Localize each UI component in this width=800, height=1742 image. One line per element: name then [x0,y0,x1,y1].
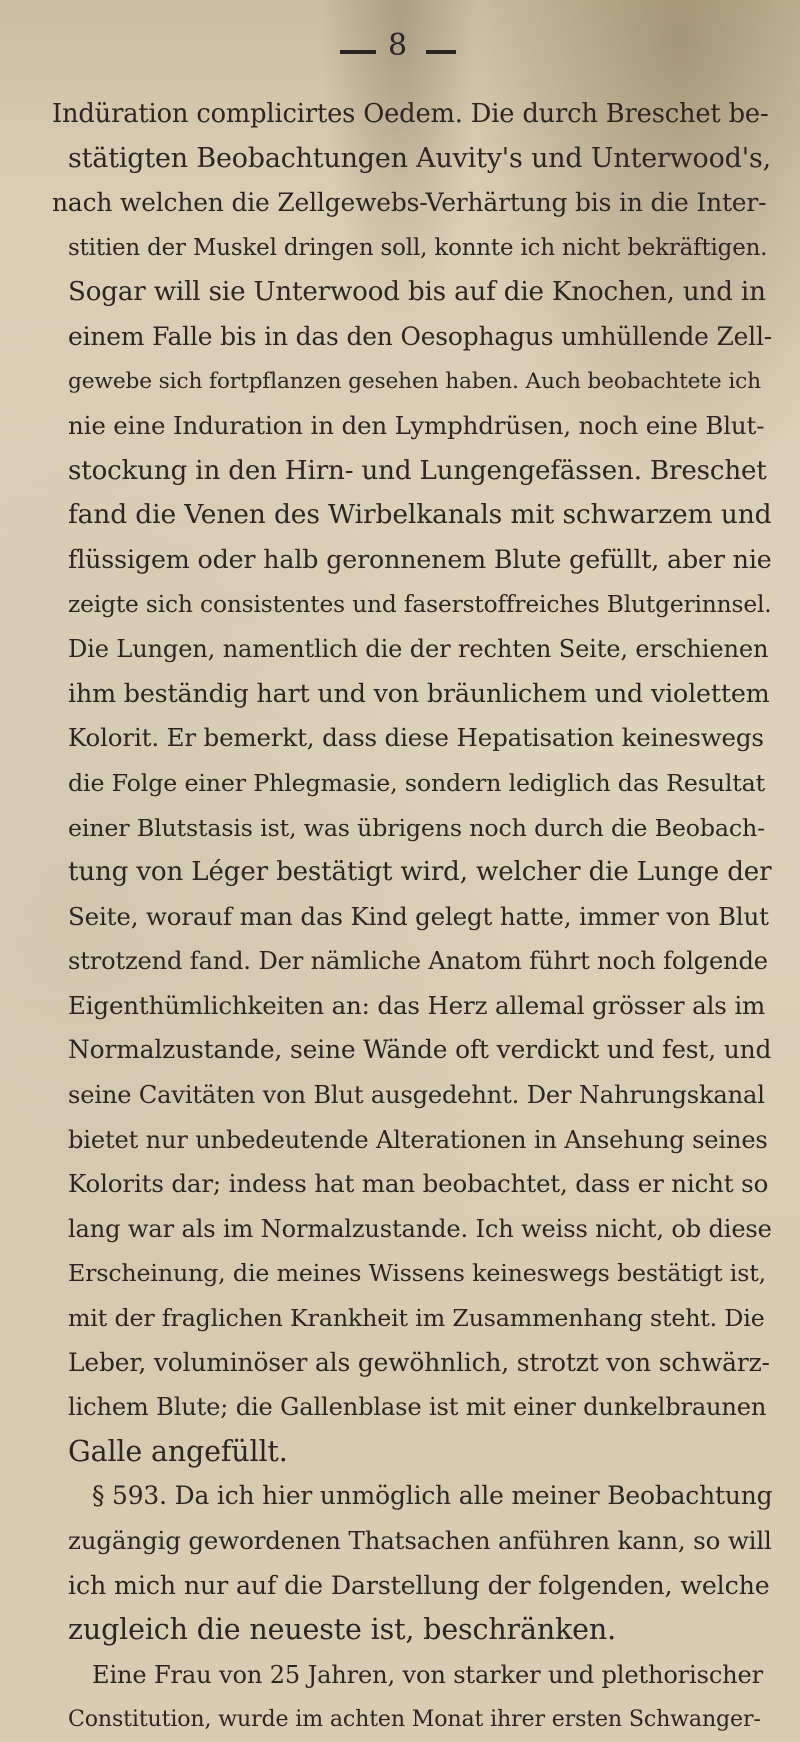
text-line: strotzend fand. Der nämliche Anatom führt noch folgende [68,947,768,976]
body-text [52,92,772,1742]
text-line: mit der fraglichen Krankheit im Zusammenhang steht. Die [68,1304,765,1333]
text-line: fand die Venen des Wirbelkanals mit schwarzem und [68,499,772,531]
text-line: Galle angefüllt. [68,1434,288,1468]
paragraph-start: Eine Frau von 25 Jahren, von starker und plethorischer [92,1660,764,1689]
text-line: die Folge einer Phlegmasie, sondern lediglich das Resultat [68,768,765,797]
text-line: nach welchen die Zellgewebs-Verhärtung bis in die Inter- [52,188,767,218]
text-line: ich mich nur auf die Darstellung der folgenden, welche [68,1570,770,1600]
text-line: flüssigem oder halb geronnenem Blute gefüllt, aber nie [68,544,772,574]
text-line: tung von Léger bestätigt wird, welcher die Lunge der [68,857,772,888]
text-line: gewebe sich fortpflanzen gesehen haben. Auch beobachtete ich [68,368,761,394]
text-line: Indüration complicirtes Oedem. Die durch Breschet be- [52,99,769,129]
text-line: Kolorits dar; indess hat man beobachtet, dass er nicht so [68,1169,769,1199]
text-line: stitien der Muskel dringen soll, konnte ich nicht bekräftigen. [68,234,768,261]
text-line: Constitution, wurde im achten Monat ihrer ersten Schwanger- [68,1706,761,1733]
text-line: einer Blutstasis ist, was übrigens noch durch die Beobach- [68,813,765,842]
section-paragraph-start: § 593. Da ich hier unmöglich alle meiner Beobachtung [92,1481,773,1511]
text-line: lang war als im Normalzustande. Ich weiss nicht, ob diese [68,1214,772,1243]
text-line: Die Lungen, namentlich die der rechten Seite, erschienen [68,635,769,664]
text-line: zugleich die neueste ist, beschränken. [68,1613,617,1647]
text-line: Leber, voluminöser als gewöhnlich, strotzt von schwärz- [68,1347,770,1377]
text-line: zeigte sich consistentes und faserstoffreiches Blutgerinnsel. [68,590,772,618]
page-number: 8 [388,28,408,63]
text-line: Erscheinung, die meines Wissens keineswegs bestätigt ist, [68,1259,766,1288]
text-line: ihm beständig hart und von bräunlichem und violettem [68,678,770,708]
text-line: Sogar will sie Unterwood bis auf die Knochen, und in [68,277,766,308]
text-line: stätigten Beobachtungen Auvity's und Unterwood's, [68,142,771,174]
text-line: einem Falle bis in das den Oesophagus umhüllende Zell- [68,321,773,351]
text-line: stockung in den Hirn- und Lungengefässen. Breschet [68,455,767,486]
text-line: Seite, worauf man das Kind gelegt hatte, immer von Blut [68,901,769,931]
text-line: bietet nur unbedeutende Alterationen in Ansehung seines [68,1125,768,1154]
text-line: Normalzustande, seine Wände oft verdickt und fest, und [68,1035,772,1065]
text-line: nie eine Induration in den Lymphdrüsen, noch eine Blut- [68,411,765,441]
text-line: lichem Blute; die Gallenblase ist mit einer dunkelbraunen [68,1393,767,1422]
text-line: seine Cavitäten von Blut ausgedehnt. Der Nahrungskanal [68,1081,765,1110]
text-line: zugängig gewordenen Thatsachen anführen kann, so will [68,1526,772,1555]
text-line: Kolorit. Er bemerkt, dass diese Hepatisation keineswegs [68,723,764,753]
text-line: Eigenthümlichkeiten an: das Herz allemal grösser als im [68,990,766,1020]
